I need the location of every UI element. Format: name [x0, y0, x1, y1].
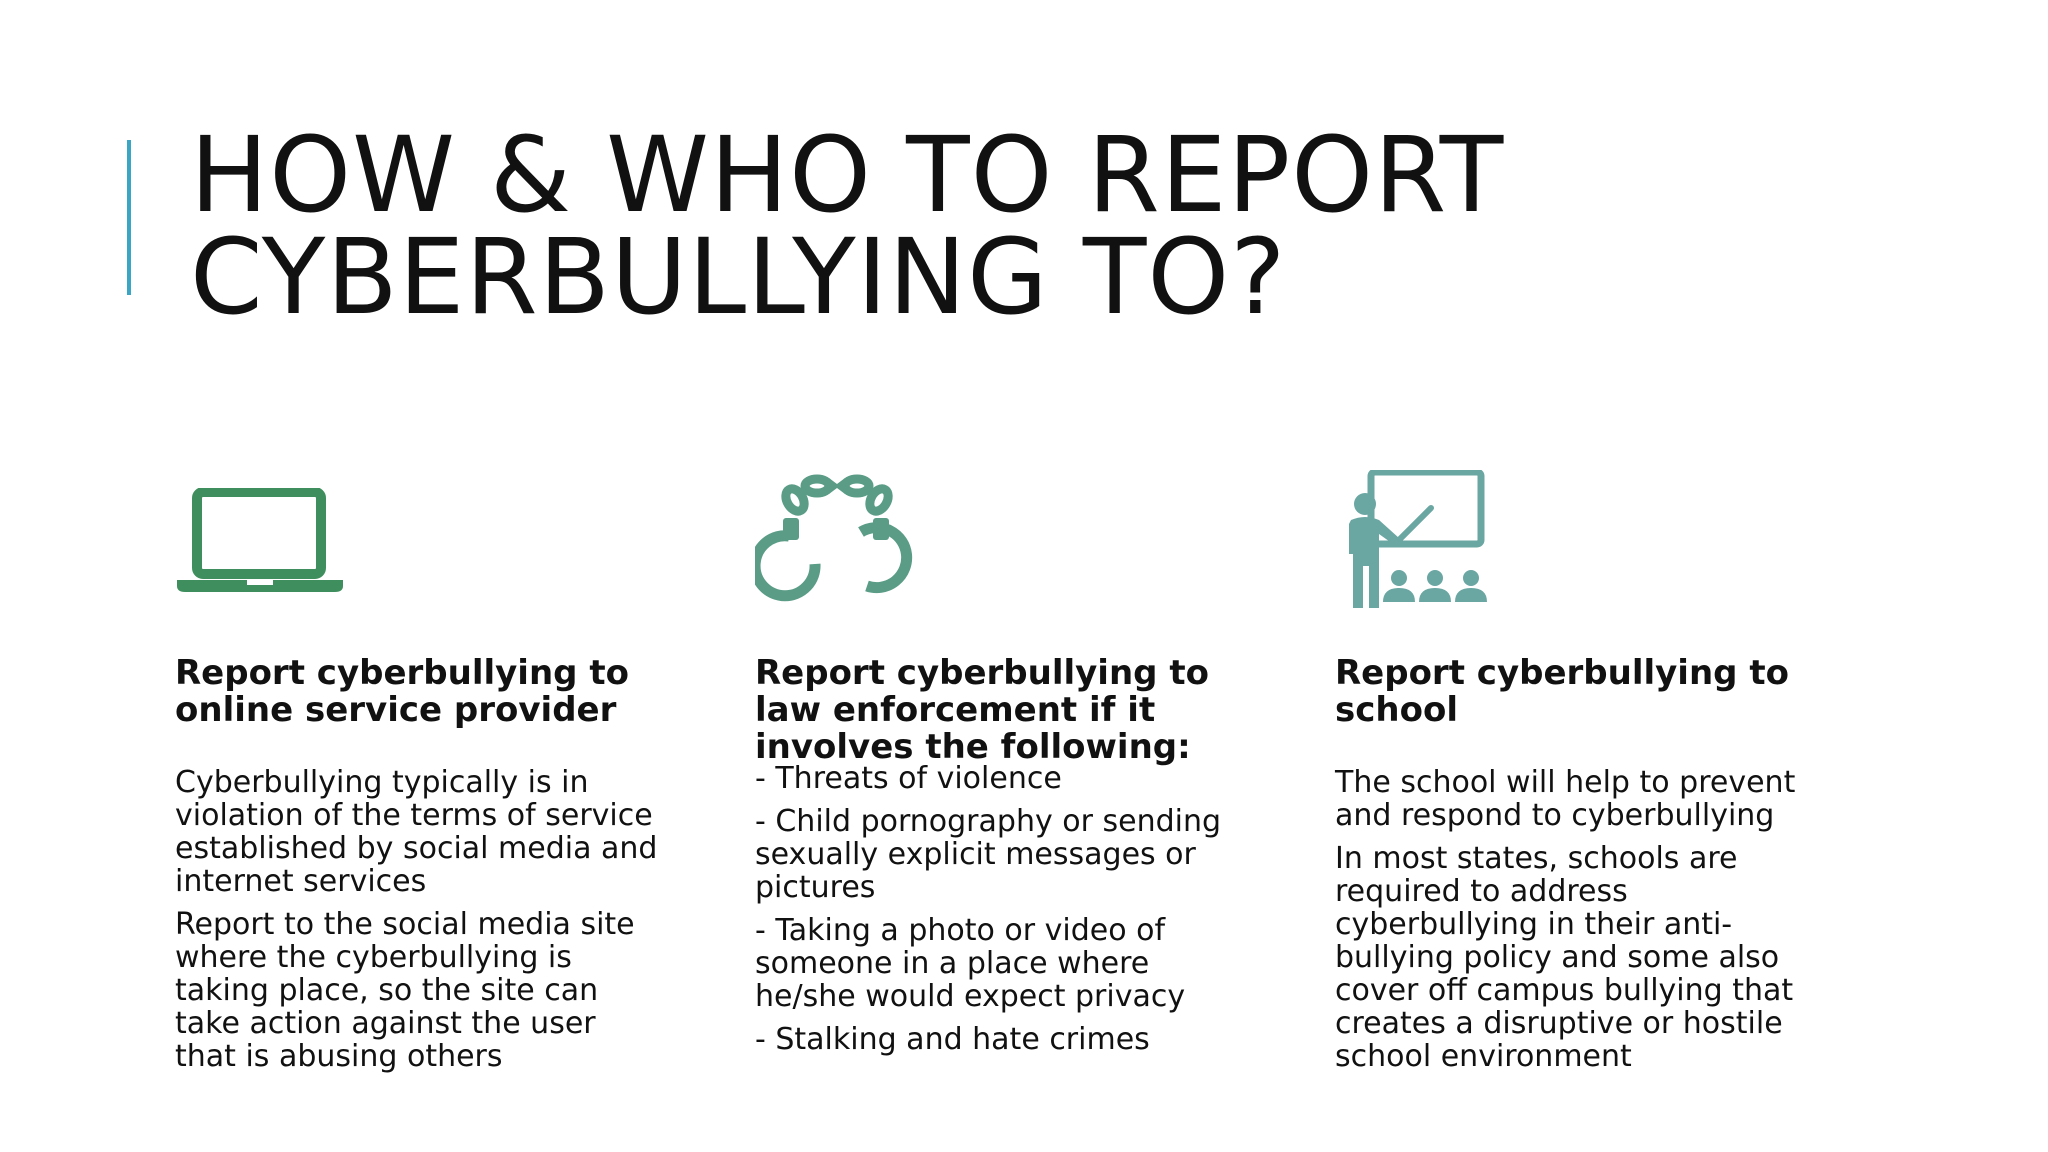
body-line: - Taking a photo or video of: [755, 913, 1166, 948]
slide-title: [190, 114, 1940, 338]
heading-line: law enforcement if it: [755, 690, 1156, 730]
body-paragraph: [755, 914, 1275, 1013]
column-school: [1335, 460, 1855, 1074]
classroom-teacher-icon: [1335, 460, 1855, 620]
body-line: he/she would expect privacy: [755, 979, 1186, 1014]
body-line: Report to the social media site: [175, 907, 635, 942]
column-body: [175, 766, 695, 1083]
column-body: [755, 762, 1275, 1066]
body-line: The school will help to prevent: [1335, 765, 1796, 800]
column-online-service-provider: [175, 460, 695, 1074]
heading-line: online service provider: [175, 690, 617, 730]
slide-title-line-2: CYBERBULLYING TO?: [190, 216, 1287, 338]
column-heading: [1335, 655, 1855, 729]
body-line: pictures: [755, 870, 876, 905]
body-line: required to address: [1335, 874, 1628, 909]
body-line: violation of the terms of service: [175, 798, 653, 833]
heading-line: Report cyberbullying to: [1335, 653, 1789, 693]
heading-line: Report cyberbullying to: [755, 653, 1209, 693]
column-heading: [175, 655, 695, 729]
body-line: internet services: [175, 864, 427, 899]
heading-line: involves the following:: [755, 727, 1191, 767]
body-line: Cyberbullying typically is in: [175, 765, 589, 800]
laptop-icon: [175, 460, 695, 620]
body-paragraph: [1335, 766, 1855, 832]
body-paragraph: [175, 766, 695, 898]
body-line: cyberbullying in their anti-: [1335, 907, 1733, 942]
body-line: - Child pornography or sending: [755, 804, 1222, 839]
heading-line: school: [1335, 690, 1458, 730]
body-line: where the cyberbullying is: [175, 940, 572, 975]
body-line: - Threats of violence: [755, 761, 1062, 796]
column-law-enforcement: [755, 460, 1275, 1057]
column-body: [1335, 766, 1855, 1083]
body-line: sexually explicit messages or: [755, 837, 1196, 872]
body-line: taking place, so the site can: [175, 973, 599, 1008]
body-line: take action against the user: [175, 1006, 596, 1041]
body-line: cover off campus bullying that: [1335, 973, 1794, 1008]
body-line: and respond to cyberbullying: [1335, 798, 1775, 833]
body-line: - Stalking and hate crimes: [755, 1022, 1150, 1057]
heading-line: Report cyberbullying to: [175, 653, 629, 693]
body-line: In most states, schools are: [1335, 841, 1738, 876]
body-paragraph: [755, 762, 1275, 795]
slide-title-line-1: HOW & WHO TO REPORT: [190, 114, 1505, 236]
body-line: established by social media and: [175, 831, 658, 866]
body-line: creates a disruptive or hostile: [1335, 1006, 1783, 1041]
title-accent-bar: [127, 140, 131, 295]
column-heading: [755, 655, 1275, 766]
body-line: someone in a place where: [755, 946, 1150, 981]
body-paragraph: [755, 1023, 1275, 1056]
body-paragraph: [755, 805, 1275, 904]
body-paragraph: [1335, 842, 1855, 1073]
body-line: that is abusing others: [175, 1039, 503, 1074]
handcuffs-icon: [755, 460, 1275, 620]
body-line: school environment: [1335, 1039, 1632, 1074]
body-paragraph: [175, 908, 695, 1073]
body-line: bullying policy and some also: [1335, 940, 1780, 975]
